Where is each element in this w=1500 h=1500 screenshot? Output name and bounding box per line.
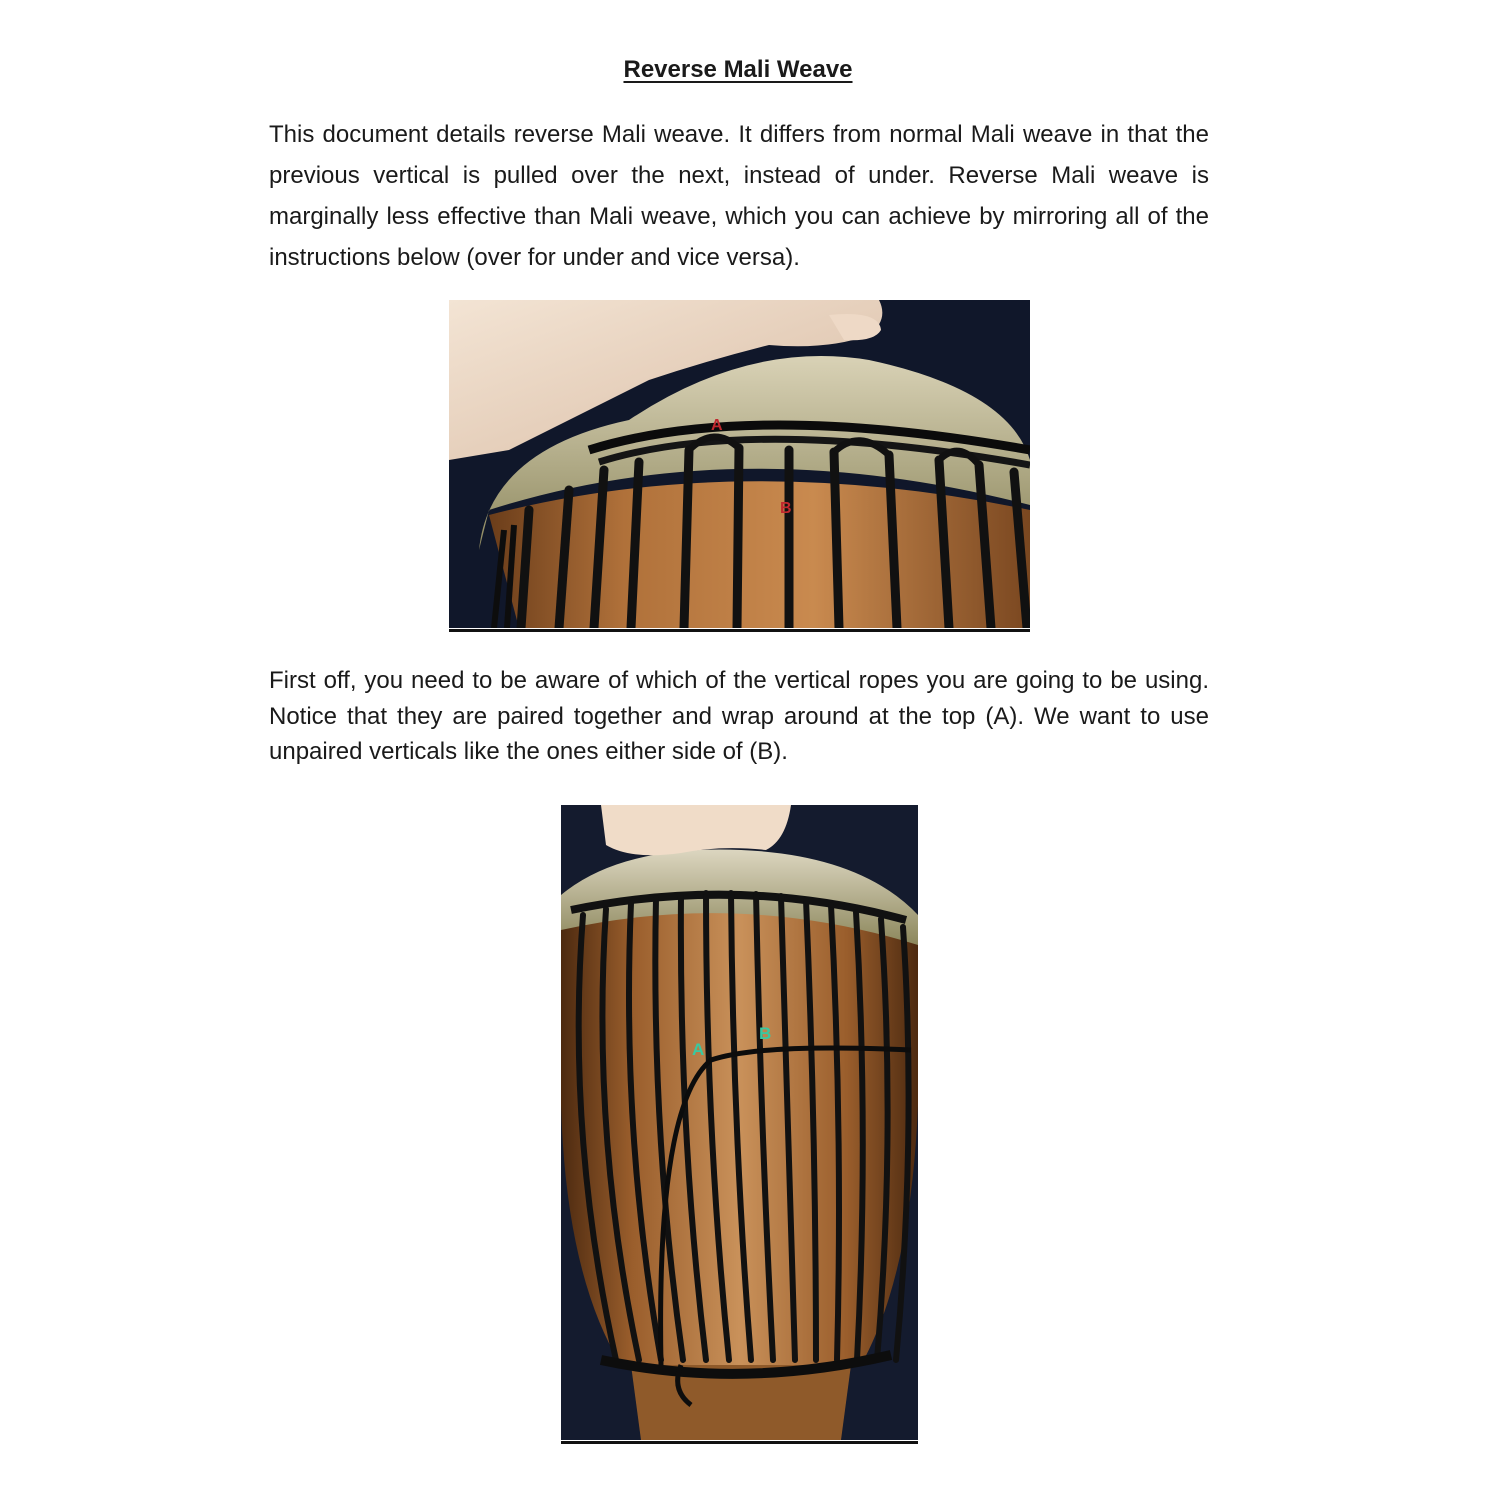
drum-top-illustration — [449, 300, 1030, 628]
drum-top-photo — [449, 300, 1030, 628]
figure2-rule — [561, 1441, 918, 1444]
drum-full-photo — [561, 805, 918, 1440]
figure1-rule — [449, 629, 1030, 632]
figure1-label-b: B — [780, 500, 792, 517]
figure1-label-a: A — [711, 417, 723, 434]
instruction-paragraph: First off, you need to be aware of which of the vertical ropes you are going to be using. Notice that they are paired together and wrap around at the top (A). We want to use unpaired verticals like the ones either side of (B). — [269, 667, 1209, 765]
figure2-label-b: B — [759, 1024, 772, 1043]
drum-full-illustration — [561, 805, 918, 1440]
figure2-label-a: A — [692, 1040, 705, 1059]
page-title: Reverse Mali Weave — [623, 56, 853, 83]
intro-paragraph: This document details reverse Mali weave. It differs from normal Mali weave in that the previous vertical is pulled over the next, instead of under. Reverse Mali weave is marginally less effective than Mali weave, which you can achieve by mirroring all of the instructions below (over for under and vice versa). — [269, 121, 1209, 271]
